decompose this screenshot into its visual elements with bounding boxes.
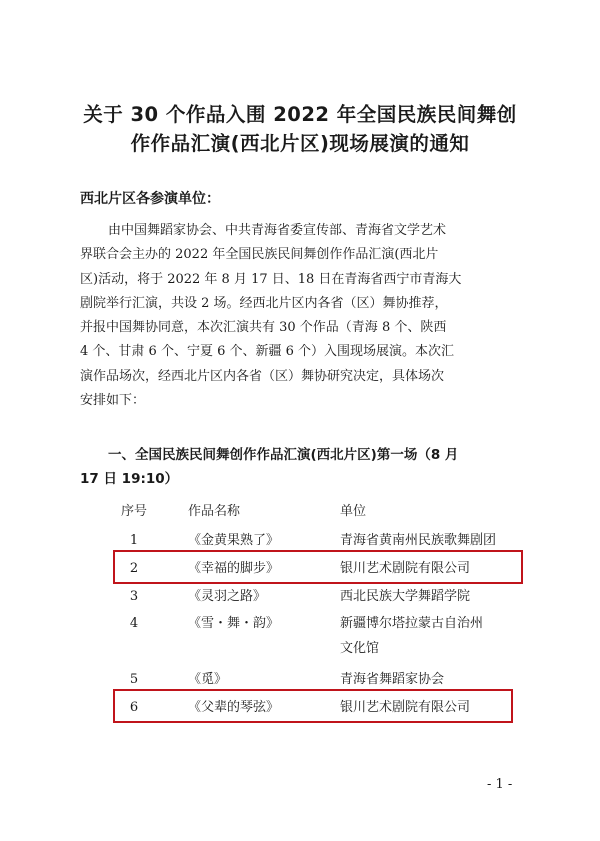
row-2-name: 《幸福的脚步》	[188, 561, 280, 576]
row-4-unit-line-2: 文化馆	[340, 641, 380, 656]
body-line: 并报中国舞协同意，本次汇演共有 30 个作品（青海 8 个、陕西	[80, 320, 447, 336]
body-line: 剧院举行汇演，共设 2 场。经西北片区内各省（区）舞协推荐，	[80, 295, 448, 311]
row-4-unit: 新疆博尔塔拉蒙古自治州	[340, 616, 484, 631]
body-line: 4 个、甘肃 6 个、宁夏 6 个、新疆 6 个）入围现场展演。本次汇	[80, 344, 455, 360]
section-heading	[80, 443, 520, 491]
body-line: 区)活动，将于 2022 年 8 月 17 日、18 日在青海省西宁市青海大	[80, 271, 462, 287]
body-line: 由中国舞蹈家协会、中共青海省委宣传部、青海省文学艺术	[108, 223, 447, 238]
row-4-name: 《雪・舞・韵》	[188, 616, 280, 631]
header-name: 作品名称	[188, 504, 241, 519]
row-1-name: 《金黄果熟了》	[188, 533, 280, 548]
header-no: 序号	[120, 504, 147, 519]
body-paragraph	[80, 219, 520, 413]
row-6-no: 6	[129, 700, 139, 715]
row-3-name: 《灵羽之路》	[188, 589, 267, 604]
row-6-unit: 银川艺术剧院有限公司	[340, 700, 471, 715]
body-line: 安排如下：	[80, 393, 146, 409]
row-5-unit: 青海省舞蹈家协会	[340, 672, 445, 687]
body-line: 演作品场次，经西北片区内各省（区）舞协研究决定，具体场次	[80, 368, 445, 384]
body-line: 界联合会主办的 2022 年全国民族民间舞创作作品汇演(西北片	[80, 247, 439, 263]
row-3-unit: 西北民族大学舞蹈学院	[340, 589, 471, 604]
section-heading-line-1: 一、全国民族民间舞创作作品汇演(西北片区)第一场（8 月	[108, 447, 459, 463]
row-2-no: 2	[129, 561, 139, 576]
row-5-no: 5	[129, 672, 139, 687]
row-2-unit: 银川艺术剧院有限公司	[340, 561, 471, 576]
row-5-name: 《觅》	[188, 672, 228, 687]
row-4-no: 4	[129, 616, 139, 631]
section-heading-line-2: 17 日 19:10）	[80, 471, 179, 487]
title-line-1: 关于 30 个作品入围 2022 年全国民族民间舞创	[83, 103, 517, 126]
page-number: - 1 -	[487, 777, 513, 792]
row-3-no: 3	[129, 589, 139, 604]
row-6-name: 《父辈的琴弦》	[188, 700, 280, 715]
header-unit: 单位	[340, 504, 367, 519]
document-title	[60, 100, 540, 158]
salutation: 西北片区各参演单位：	[80, 191, 220, 207]
row-1-no: 1	[129, 533, 139, 548]
title-line-2: 作作品汇演(西北片区)现场展演的通知	[130, 132, 470, 155]
row-1-unit: 青海省黄南州民族歌舞剧团	[340, 533, 497, 548]
